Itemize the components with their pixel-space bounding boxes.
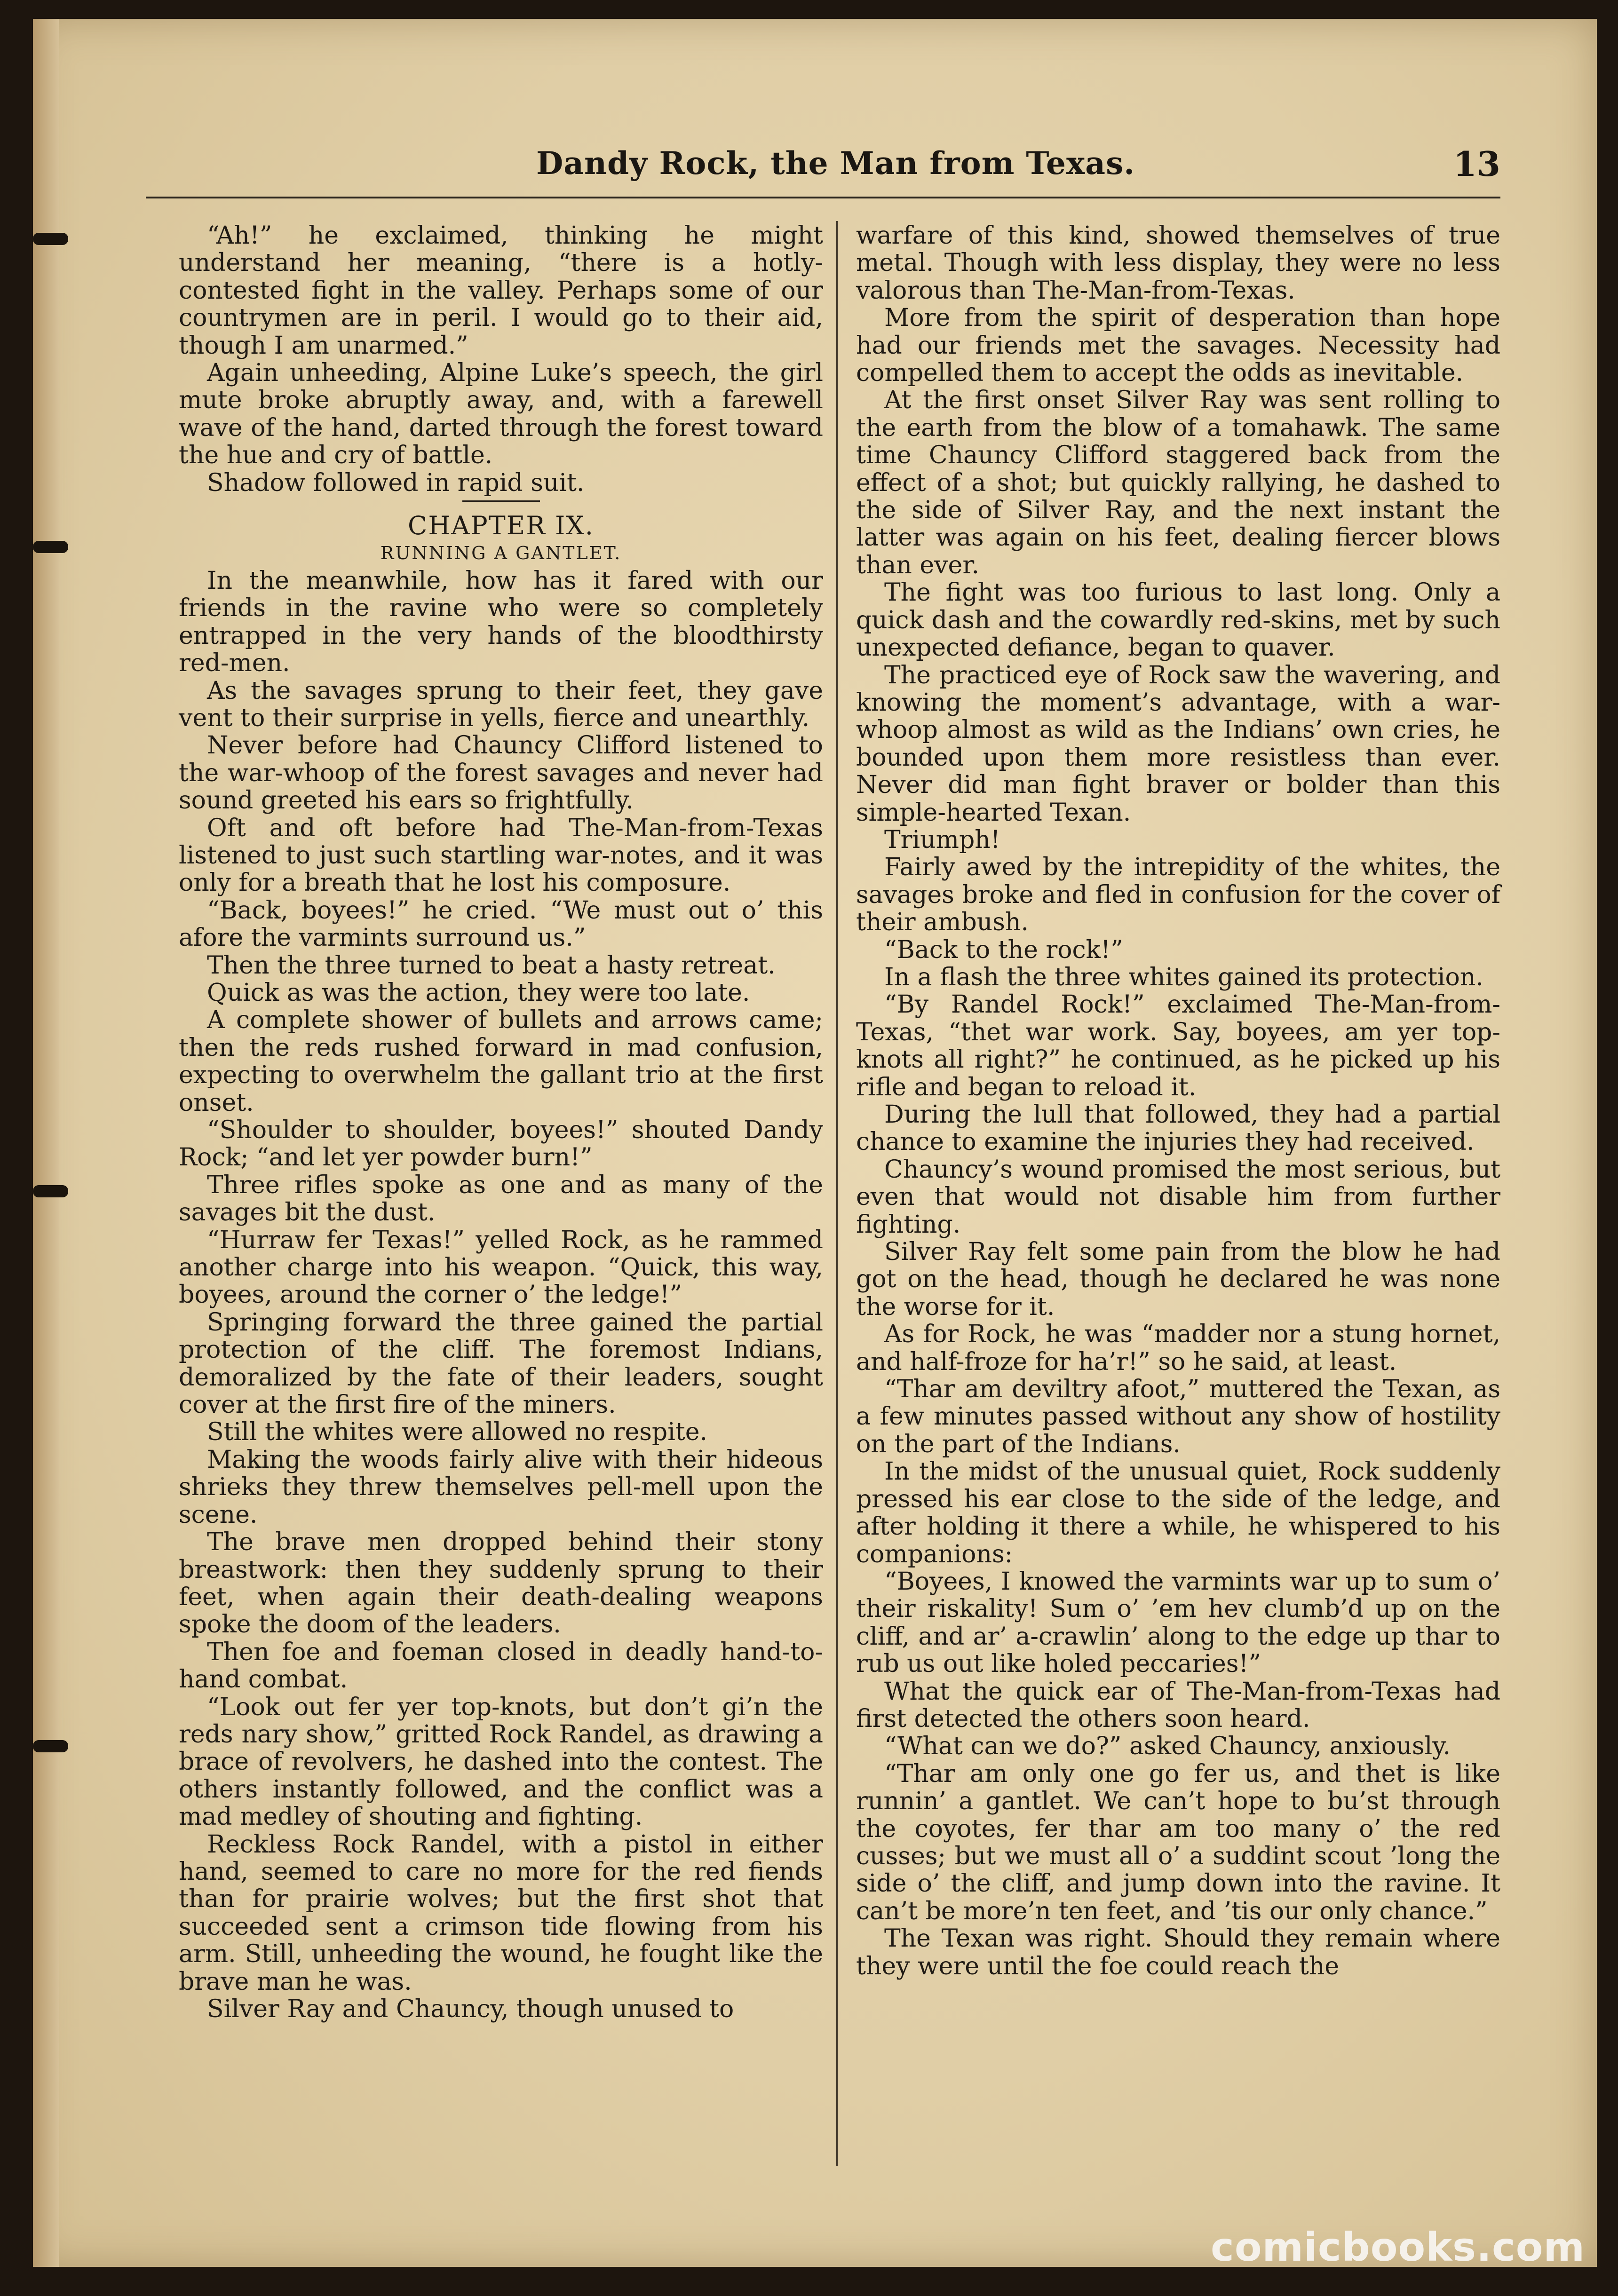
paragraph: Triumph! — [884, 825, 1000, 854]
watermark: comicbooks.com — [1211, 2224, 1585, 2270]
paragraph: Still the whites were allowed no respite. — [207, 1418, 708, 1447]
paragraph: In a flash the three whites gained its protection. — [884, 963, 1483, 991]
paragraph: In the midst of the unusual quiet, Rock suddenly pressed his ear close to the side of the ledge, and after holding it there a while, he whispered to his companions: — [856, 1457, 1500, 1568]
paragraph: “Boyees, I knowed the varmints war up to sum o’ their riskality! Sum o’ ’em hev clumb’d up on the cliff, and ar’ a-crawlin’ along to the edge up thar to rub us out like holed peccaries!” — [856, 1567, 1500, 1678]
paragraph: Chauncy’s wound promised the most serious, but even that would not disable him from further fighting. — [856, 1155, 1500, 1239]
paragraph: Silver Ray felt some pain from the blow he had got on the head, though he declared he was none the worse for it. — [856, 1238, 1500, 1321]
paragraph: “Thar am deviltry afoot,” muttered the Texan, as a few minutes passed without any show of hostility on the part of the Indians. — [856, 1375, 1500, 1458]
binding-gutter — [33, 19, 59, 2267]
paragraph: In the meanwhile, how has it fared with our friends in the ravine who were so completely entrapped in the very hands of the bloodthirsty red-men. — [179, 566, 823, 678]
paragraph: “Back to the rock!” — [884, 935, 1123, 964]
paragraph: “Thar am only one go fer us, and thet is like runnin’ a gantlet. We can’t hope to bu’st through the coyotes, fer thar am too many o’ the red cusses; but we must all o’ a suddint scout ’long the side o’ the cliff, and jump down into the ravine. It can’t be more’n ten feet, and ’tis our only chance.” — [856, 1759, 1500, 1925]
paragraph: At the first onset Silver Ray was sent rolling to the earth from the blow of a tomahawk. The same time Chauncy Clifford staggered back from the effect of a shot; but quickly rallying, he dashed to the side of Silver Ray, and the next instant the latter was again on his feet, dealing fiercer blows than ever. — [856, 386, 1500, 579]
paragraph: During the lull that followed, they had a partial chance to examine the injuries they had received. — [856, 1100, 1500, 1156]
chapter-rule — [462, 500, 540, 502]
paragraph: The Texan was right. Should they remain where they were until the foe could reach the — [856, 1924, 1500, 1980]
paragraph: “Look out fer yer top-knots, but don’t gi’n the reds nary show,” gritted Rock Randel, as drawing a brace of revolvers, he dashed into the contest. The others instantly followed, and the conflict was a mad medley of shouting and fighting. — [179, 1693, 823, 1831]
binding-stitch — [33, 233, 68, 245]
chapter-subtitle: RUNNING A GANTLET. — [380, 543, 622, 564]
paragraph: Silver Ray and Chauncy, though unused to — [207, 1995, 734, 2023]
binding-stitch — [33, 1185, 68, 1197]
paragraph: A complete shower of bullets and arrows came; then the reds rushed forward in mad confusion, expecting to overwhelm the gallant trio at the first onset. — [179, 1006, 823, 1117]
binding-stitch — [33, 1740, 68, 1752]
paragraph: More from the spirit of desperation than hope had our friends met the savages. Necessity had compelled them to accept the odds as inevitable. — [856, 304, 1500, 388]
running-title: Dandy Rock, the Man from Texas. — [536, 145, 1135, 182]
paragraph: Springing forward the three gained the partial protection of the cliff. The foremost Indians, demoralized by the fate of their leaders, sought cover at the first fire of the miners. — [179, 1308, 823, 1419]
paragraph: Again unheeding, Alpine Luke’s speech, the girl mute broke abruptly away, and, with a farewell wave of the hand, darted through the forest toward the hue and cry of battle. — [179, 359, 823, 470]
header-rule — [146, 197, 1500, 198]
page-header — [146, 136, 1500, 188]
paragraph: Shadow followed in rapid suit. — [207, 468, 585, 497]
paragraph: Reckless Rock Randel, with a pistol in either hand, seemed to care no more for the red fiends than for prairie wolves; but the first shot that succeeded sent a crimson tide flowing from his arm. Still, unheeding the wound, he fought like the brave man he was. — [179, 1830, 823, 1996]
paragraph: The brave men dropped behind their stony breastwork: then they suddenly sprung to their feet, when again their death-dealing weapons spoke the doom of the leaders. — [179, 1528, 823, 1639]
paragraph: The fight was too furious to last long. Only a quick dash and the cowardly red-skins, met by such unexpected defiance, began to quaver. — [856, 578, 1500, 662]
binding-stitch — [33, 541, 68, 553]
paragraph: Three rifles spoke as one and as many of the savages bit the dust. — [179, 1171, 823, 1227]
left-column — [179, 222, 823, 2023]
paragraph: Making the woods fairly alive with their hideous shrieks they threw themselves pell-mell upon the scene. — [179, 1445, 823, 1529]
paragraph: “Back, boyees!” he cried. “We must out o’ this afore the varmints surround us.” — [179, 896, 823, 952]
paragraph: warfare of this kind, showed themselves of true metal. Though with less display, they were no less valorous than The-Man-from-Texas. — [856, 222, 1500, 305]
chapter-title: CHAPTER IX. — [408, 511, 594, 541]
column-divider — [836, 221, 838, 2166]
paragraph: Then foe and foeman closed in deadly hand-to-hand combat. — [179, 1638, 823, 1694]
paragraph: “Ah!” he exclaimed, thinking he might understand her meaning, “there is a hotly-contested fight in the valley. Perhaps some of our countrymen are in peril. I would go to their aid, though I am unarmed.” — [179, 222, 823, 360]
paragraph: Then the three turned to beat a hasty retreat. — [207, 951, 776, 980]
paragraph: What the quick ear of The-Man-from-Texas had first detected the others soon heard. — [856, 1677, 1500, 1733]
right-column — [856, 222, 1500, 1980]
paragraph: As the savages sprung to their feet, they gave vent to their surprise in yells, fierce and unearthly. — [179, 676, 823, 732]
paragraph: Oft and oft before had The-Man-from-Texas listened to just such startling war-notes, and it was only for a breath that he lost his composure. — [179, 814, 823, 897]
paragraph: “Hurraw fer Texas!” yelled Rock, as he rammed another charge into his weapon. “Quick, this way, boyees, around the corner o’ the ledge!” — [179, 1226, 823, 1309]
paragraph: The practiced eye of Rock saw the wavering, and knowing the moment’s advantage, with a war-whoop almost as wild as the Indians’ own cries, he bounded upon them more resistless than ever. Never did man fight braver or bolder than this simple-hearted Texan. — [856, 661, 1500, 827]
paragraph: As for Rock, he was “madder nor a stung hornet, and half-froze for ha’r!” so he said, at least. — [856, 1320, 1500, 1376]
page-number: 13 — [1453, 144, 1500, 184]
paragraph: Quick as was the action, they were too late. — [207, 978, 750, 1007]
paragraph: Never before had Chauncy Clifford listened to the war-whoop of the forest savages and never had sound greeted his ears so frightfully. — [179, 731, 823, 815]
paragraph: Fairly awed by the intrepidity of the whites, the savages broke and fled in confusion for the cover of their ambush. — [856, 853, 1500, 937]
paragraph: “By Randel Rock!” exclaimed The-Man-from-Texas, “thet war work. Say, boyees, am yer top-knots all right?” he continued, as he picked up his rifle and began to reload it. — [856, 990, 1500, 1101]
paragraph: “What can we do?” asked Chauncy, anxiously. — [884, 1732, 1451, 1761]
paragraph: “Shoulder to shoulder, boyees!” shouted Dandy Rock; “and let yer powder burn!” — [179, 1116, 823, 1172]
